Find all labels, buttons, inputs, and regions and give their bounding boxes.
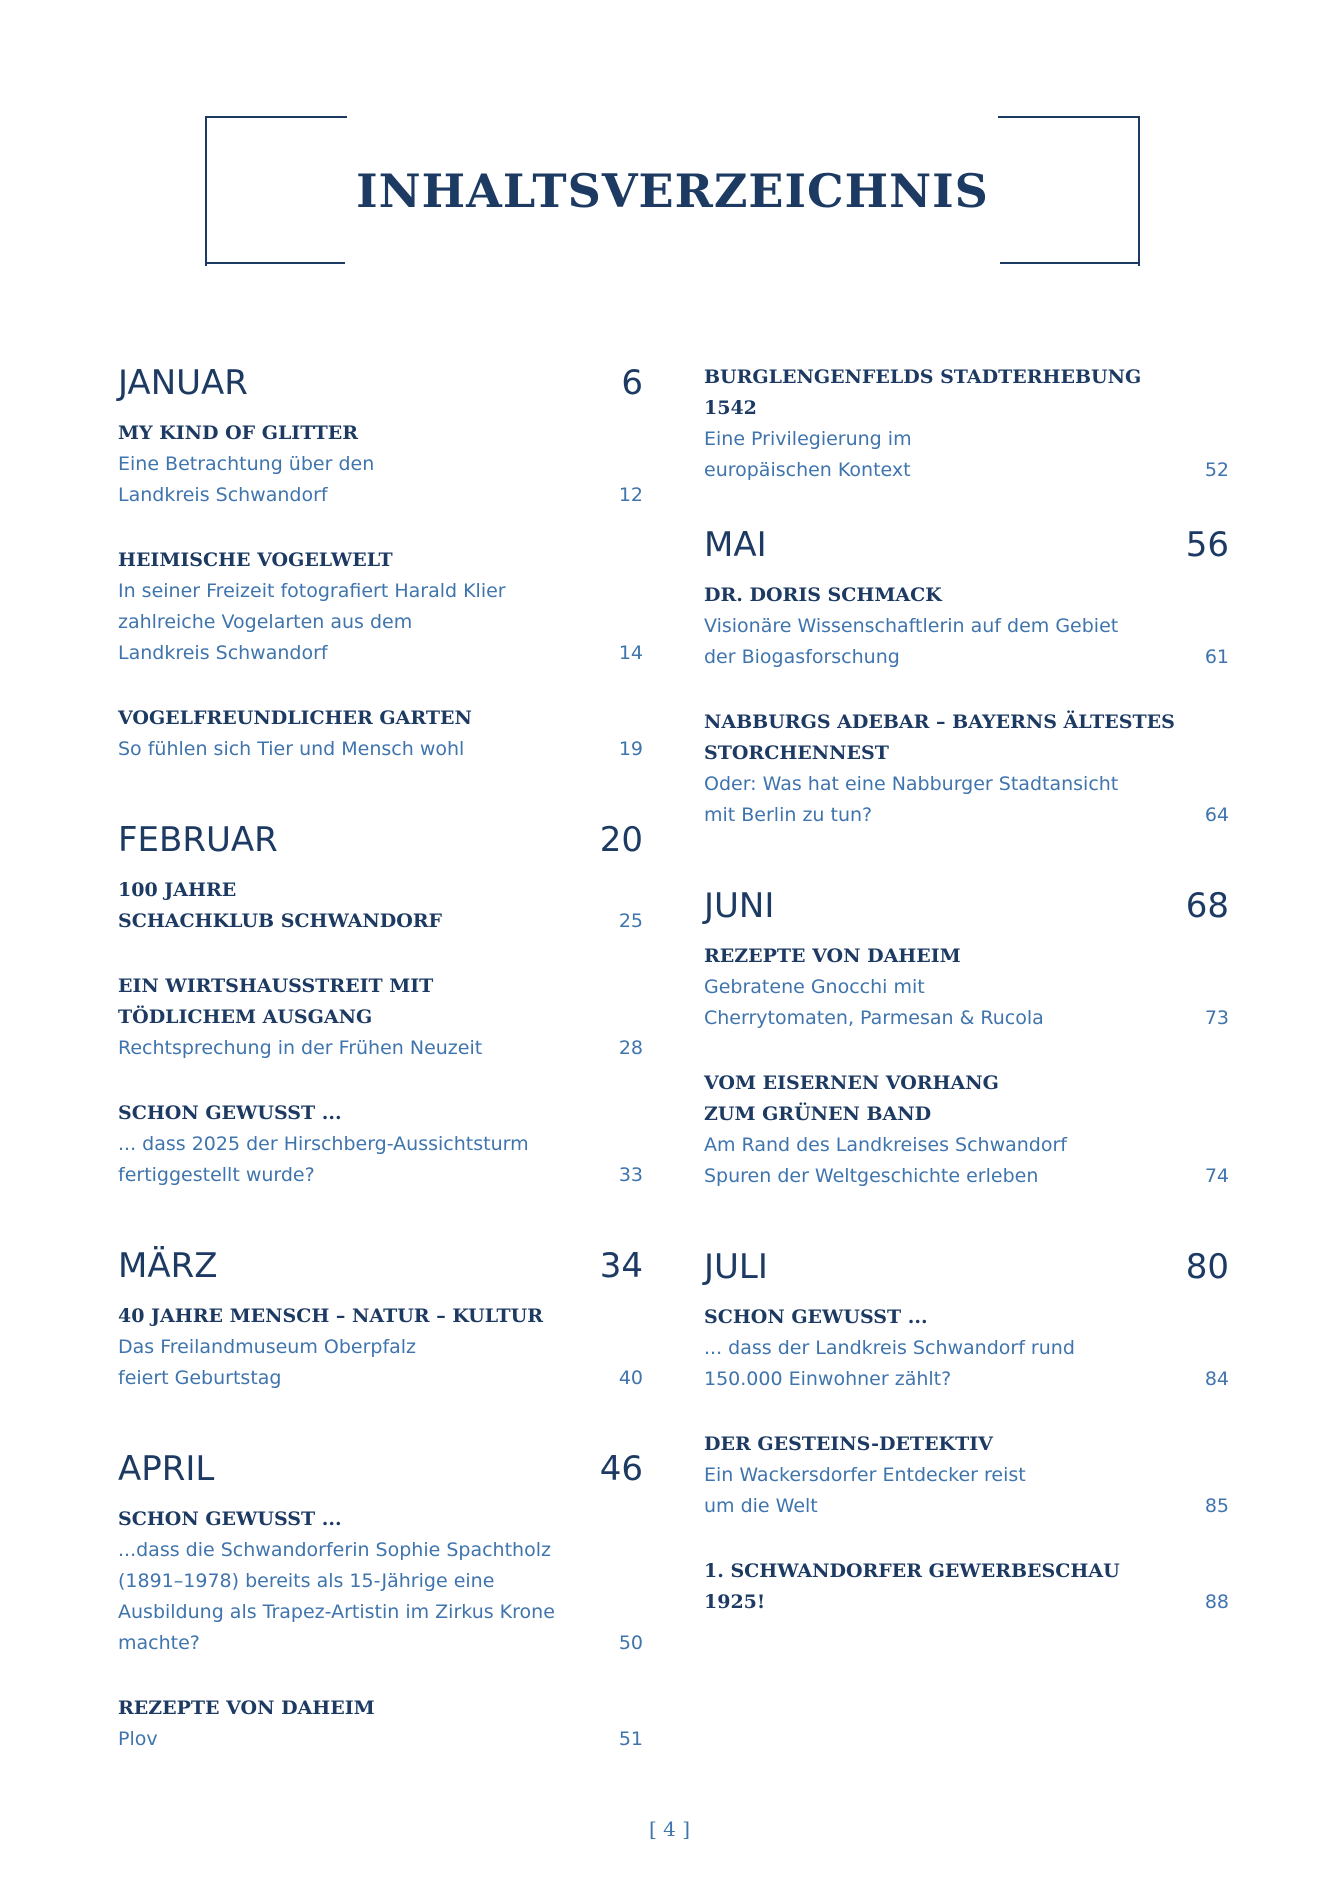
entry-page: 61: [1204, 646, 1229, 668]
entry-page: 85: [1204, 1495, 1229, 1517]
entry-subtitle: Eine Privilegierung im: [704, 428, 912, 450]
entry-title: DR. DORIS SCHMACK: [704, 584, 942, 606]
entry-subtitle: Cherrytomaten, Parmesan & Rucola: [704, 1007, 1044, 1029]
entry-subtitle: Oder: Was hat eine Nabburger Stadtansicht: [704, 773, 1119, 795]
entry-subtitle: fertiggestellt wurde?: [118, 1164, 315, 1186]
toc-entry[interactable]: [704, 941, 1229, 1034]
entry-subtitle: mit Berlin zu tun?: [704, 804, 873, 826]
entry-title: SCHON GEWUSST ...: [118, 1102, 342, 1124]
frame-line-bottom-left: [205, 262, 345, 264]
entry-title: 40 JAHRE MENSCH – NATUR – KULTUR: [118, 1305, 544, 1327]
entry-page: 50: [618, 1632, 643, 1654]
entry-subtitle: 150.000 Einwohner zählt?: [704, 1368, 952, 1390]
entry-title: DER GESTEINS-DETEKTIV: [704, 1433, 993, 1455]
entry-title: 1925!: [704, 1591, 766, 1613]
entry-subtitle: Eine Betrachtung über den: [118, 453, 375, 475]
entry-subtitle: Gebratene Gnocchi mit: [704, 976, 925, 998]
entry-subtitle: ... dass der Landkreis Schwandorf rund: [704, 1337, 1075, 1359]
month-heading-mai: [704, 522, 1229, 568]
page-title: INHALTSVERZEICHNIS: [356, 164, 989, 218]
toc-entry[interactable]: [704, 707, 1229, 831]
toc-entry[interactable]: [704, 362, 1229, 486]
entry-title: NABBURGS ADEBAR – BAYERNS ÄLTESTES: [704, 711, 1175, 733]
entry-page: 19: [618, 738, 643, 760]
entry-title: REZEPTE VON DAHEIM: [704, 945, 961, 967]
entry-title: 1. SCHWANDORFER GEWERBESCHAU: [704, 1560, 1120, 1582]
month-name: MAI: [704, 525, 767, 565]
entry-subtitle: Landkreis Schwandorf: [118, 484, 328, 506]
month-name: FEBRUAR: [118, 820, 278, 860]
month-name: MÄRZ: [118, 1246, 218, 1286]
entry-subtitle: Visionäre Wissenschaftlerin auf dem Gebiet: [704, 615, 1119, 637]
entry-subtitle: europäischen Kontext: [704, 459, 911, 481]
entry-subtitle: Ein Wackersdorfer Entdecker reist: [704, 1464, 1026, 1486]
entry-subtitle: (1891–1978) bereits als 15-Jährige eine: [118, 1570, 495, 1592]
month-page: 20: [599, 820, 643, 860]
entry-page: 33: [618, 1164, 643, 1186]
entry-subtitle: In seiner Freizeit fotografiert Harald Klier: [118, 580, 506, 602]
entry-subtitle: der Biogasforschung: [704, 646, 900, 668]
entry-subtitle: Das Freilandmuseum Oberpfalz: [118, 1336, 417, 1358]
entry-title: HEIMISCHE VOGELWELT: [118, 549, 393, 571]
month-page: 34: [599, 1246, 643, 1286]
toc-entry[interactable]: [118, 703, 643, 765]
entry-page: 28: [618, 1037, 643, 1059]
entry-subtitle: machte?: [118, 1632, 200, 1654]
entry-page: 52: [1204, 459, 1229, 481]
entry-page: 88: [1204, 1591, 1229, 1613]
month-heading-april: [118, 1446, 643, 1492]
month-heading-juli: [704, 1244, 1229, 1290]
entry-subtitle: zahlreiche Vogelarten aus dem: [118, 611, 413, 633]
month-page: 56: [1185, 525, 1229, 565]
entry-subtitle: Plov: [118, 1728, 158, 1750]
month-heading-februar: [118, 817, 643, 863]
entry-subtitle: ... dass 2025 der Hirschberg-Aussichtsturm: [118, 1133, 529, 1155]
entry-subtitle: Spuren der Weltgeschichte erleben: [704, 1165, 1039, 1187]
toc-entry[interactable]: [118, 875, 643, 937]
entry-page: 14: [618, 642, 643, 664]
entry-page: 25: [618, 910, 643, 932]
frame-line-bottom-right: [1000, 262, 1140, 264]
entry-title: EIN WIRTSHAUSSTREIT MIT: [118, 975, 434, 997]
entry-title: TÖDLICHEM AUSGANG: [118, 1006, 373, 1028]
month-name: APRIL: [118, 1449, 215, 1489]
entry-page: 74: [1204, 1165, 1229, 1187]
month-page: 80: [1185, 1247, 1229, 1287]
month-name: JULI: [704, 1247, 768, 1287]
entry-title: STORCHENNEST: [704, 742, 889, 764]
toc-entry[interactable]: [118, 1098, 643, 1191]
toc-entry[interactable]: [118, 971, 643, 1064]
title-frame: [205, 116, 1140, 266]
entry-page: 84: [1204, 1368, 1229, 1390]
toc-entry[interactable]: [704, 1556, 1229, 1618]
entry-title: VOM EISERNEN VORHANG: [704, 1072, 999, 1094]
entry-title: SCHACHKLUB SCHWANDORF: [118, 910, 443, 932]
toc-column-left: [118, 360, 643, 1755]
toc-column-right: [704, 362, 1229, 1618]
entry-page: 40: [618, 1367, 643, 1389]
toc-entry[interactable]: [118, 545, 643, 669]
entry-title: MY KIND OF GLITTER: [118, 422, 359, 444]
month-heading-juni: [704, 883, 1229, 929]
toc-entry[interactable]: [118, 418, 643, 511]
entry-title: SCHON GEWUSST ...: [704, 1306, 928, 1328]
entry-subtitle: ...dass die Schwandorferin Sophie Spachtholz: [118, 1539, 551, 1561]
entry-title: VOGELFREUNDLICHER GARTEN: [118, 707, 472, 729]
entry-subtitle: Rechtsprechung in der Frühen Neuzeit: [118, 1037, 483, 1059]
entry-subtitle: feiert Geburtstag: [118, 1367, 282, 1389]
entry-title: ZUM GRÜNEN BAND: [704, 1103, 932, 1125]
toc-entry[interactable]: [704, 1302, 1229, 1395]
month-page: 68: [1185, 886, 1229, 926]
entry-subtitle: um die Welt: [704, 1495, 818, 1517]
entry-page: 12: [618, 484, 643, 506]
entry-page: 73: [1204, 1007, 1229, 1029]
entry-title: BURGLENGENFELDS STADTERHEBUNG 1542: [704, 366, 1142, 419]
toc-entry[interactable]: [118, 1693, 643, 1755]
month-name: JUNI: [704, 886, 775, 926]
toc-entry[interactable]: [118, 1301, 643, 1394]
entry-subtitle: So fühlen sich Tier und Mensch wohl: [118, 738, 465, 760]
entry-title: SCHON GEWUSST ...: [118, 1508, 342, 1530]
month-heading-januar: [118, 360, 643, 406]
month-heading-maerz: [118, 1243, 643, 1289]
entry-subtitle: Am Rand des Landkreises Schwandorf: [704, 1134, 1067, 1156]
page-number: [ 4 ]: [648, 1817, 691, 1841]
entry-subtitle: Landkreis Schwandorf: [118, 642, 328, 664]
month-page: 6: [621, 363, 643, 403]
toc-entry[interactable]: [704, 1429, 1229, 1522]
entry-subtitle: Ausbildung als Trapez-Artistin im Zirkus Krone: [118, 1601, 555, 1623]
toc-entry[interactable]: [118, 1504, 643, 1659]
month-page: 46: [599, 1449, 643, 1489]
entry-page: 64: [1204, 804, 1229, 826]
entry-title: REZEPTE VON DAHEIM: [118, 1697, 375, 1719]
toc-entry[interactable]: [704, 1068, 1229, 1192]
entry-title: 100 JAHRE: [118, 879, 237, 901]
month-name: JANUAR: [118, 363, 248, 403]
entry-page: 51: [618, 1728, 643, 1750]
toc-entry[interactable]: [704, 580, 1229, 673]
